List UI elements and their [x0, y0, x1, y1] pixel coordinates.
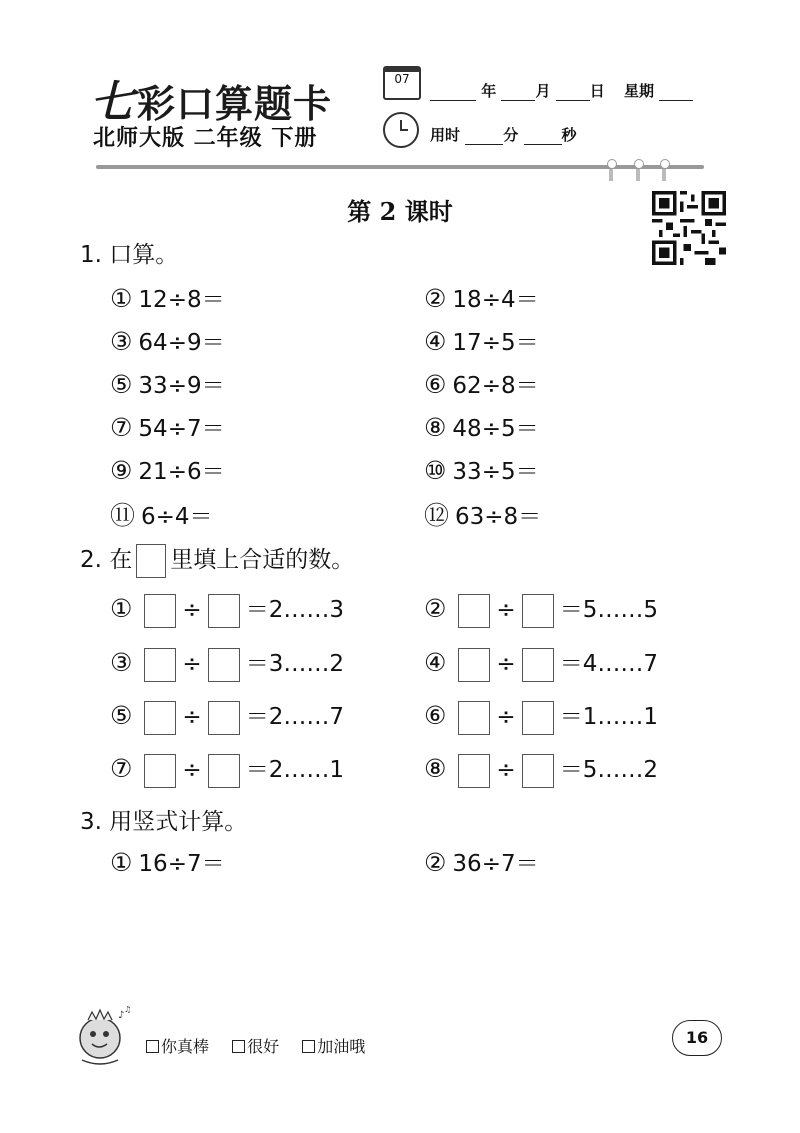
q1-item[interactable]: ④ 17÷5＝: [424, 327, 539, 356]
q1-item[interactable]: ⑩ 33÷5＝: [424, 456, 539, 485]
dividend-box[interactable]: [144, 754, 176, 788]
divisor-box[interactable]: [522, 648, 554, 682]
dividend-box[interactable]: [458, 594, 490, 628]
divisor-box[interactable]: [522, 701, 554, 735]
edition-subtitle: 北师大版 二年级 下册: [93, 126, 318, 151]
date-line: 年 月 日 星期: [430, 80, 693, 101]
q2-item: ⑤ ÷ ＝2……7: [110, 698, 344, 735]
binder-pin-icon: [662, 159, 666, 181]
seconds-blank[interactable]: [524, 130, 562, 145]
example-box: [136, 544, 166, 578]
q1-item[interactable]: ⑦ 54÷7＝: [110, 413, 225, 442]
brand-title: 七彩口算题卡: [90, 77, 333, 128]
checkbox-icon[interactable]: [302, 1040, 315, 1053]
dividend-box[interactable]: [458, 648, 490, 682]
q1-item[interactable]: ③ 64÷9＝: [110, 327, 225, 356]
q1-item[interactable]: ⑫ 63÷8＝: [424, 501, 542, 530]
divisor-box[interactable]: [208, 754, 240, 788]
dividend-box[interactable]: [144, 648, 176, 682]
q1-item[interactable]: ⑧ 48÷5＝: [424, 413, 539, 442]
month-blank[interactable]: [501, 86, 535, 101]
q1-item[interactable]: ⑨ 21÷6＝: [110, 456, 225, 485]
q2-heading: 2. 在 里填上合适的数。: [80, 541, 354, 578]
binder-pin-icon: [609, 159, 613, 181]
q3-heading: 3. 用竖式计算。: [80, 809, 248, 835]
checkbox-icon[interactable]: [146, 1040, 159, 1053]
svg-text:♫: ♫: [124, 1005, 132, 1014]
q3-item[interactable]: ② 36÷7＝: [424, 848, 539, 877]
q1-item[interactable]: ⑥ 62÷8＝: [424, 370, 539, 399]
qr-code-icon[interactable]: [652, 191, 726, 265]
eval-option-keep-going[interactable]: 加油哦: [302, 1037, 365, 1056]
calendar-icon: 07: [383, 66, 421, 100]
self-evaluation: [146, 1034, 383, 1057]
q2-item: ⑦ ÷ ＝2……1: [110, 751, 344, 788]
q2-item: ④ ÷ ＝4……7: [424, 645, 658, 682]
divisor-box[interactable]: [208, 701, 240, 735]
q2-item: ⑧ ÷ ＝5……2: [424, 751, 658, 788]
time-line: 用时 分 秒: [430, 126, 577, 144]
year-blank[interactable]: [430, 86, 476, 101]
eval-option-good[interactable]: 很好: [232, 1037, 279, 1056]
eval-option-great[interactable]: 你真棒: [146, 1037, 209, 1056]
q1-item[interactable]: ⑤ 33÷9＝: [110, 370, 225, 399]
divisor-box[interactable]: [208, 648, 240, 682]
binder-pin-icon: [636, 159, 640, 181]
dividend-box[interactable]: [144, 594, 176, 628]
dividend-box[interactable]: [144, 701, 176, 735]
q2-item: ③ ÷ ＝3……2: [110, 645, 344, 682]
svg-text:♪: ♪: [118, 1010, 125, 1021]
lesson-title: 第 2 课时: [347, 197, 453, 226]
divisor-box[interactable]: [522, 594, 554, 628]
weekday-blank[interactable]: [659, 86, 693, 101]
day-blank[interactable]: [556, 86, 590, 101]
q2-item: ① ÷ ＝2……3: [110, 591, 344, 628]
q1-item[interactable]: ① 12÷8＝: [110, 284, 225, 313]
q1-item[interactable]: ② 18÷4＝: [424, 284, 539, 313]
q2-item: ⑥ ÷ ＝1……1: [424, 698, 658, 735]
q1-item[interactable]: ⑪ 6÷4＝: [110, 501, 213, 530]
minutes-blank[interactable]: [465, 130, 503, 145]
divisor-box[interactable]: [522, 754, 554, 788]
q2-item: ② ÷ ＝5……5: [424, 591, 658, 628]
q1-heading: 1. 口算。: [80, 242, 179, 268]
dividend-box[interactable]: [458, 701, 490, 735]
q3-item[interactable]: ① 16÷7＝: [110, 848, 225, 877]
mascot-icon: [70, 1004, 134, 1068]
page-number: 16: [672, 1020, 722, 1056]
divisor-box[interactable]: [208, 594, 240, 628]
clock-icon: [383, 112, 419, 148]
dividend-box[interactable]: [458, 754, 490, 788]
checkbox-icon[interactable]: [232, 1040, 245, 1053]
